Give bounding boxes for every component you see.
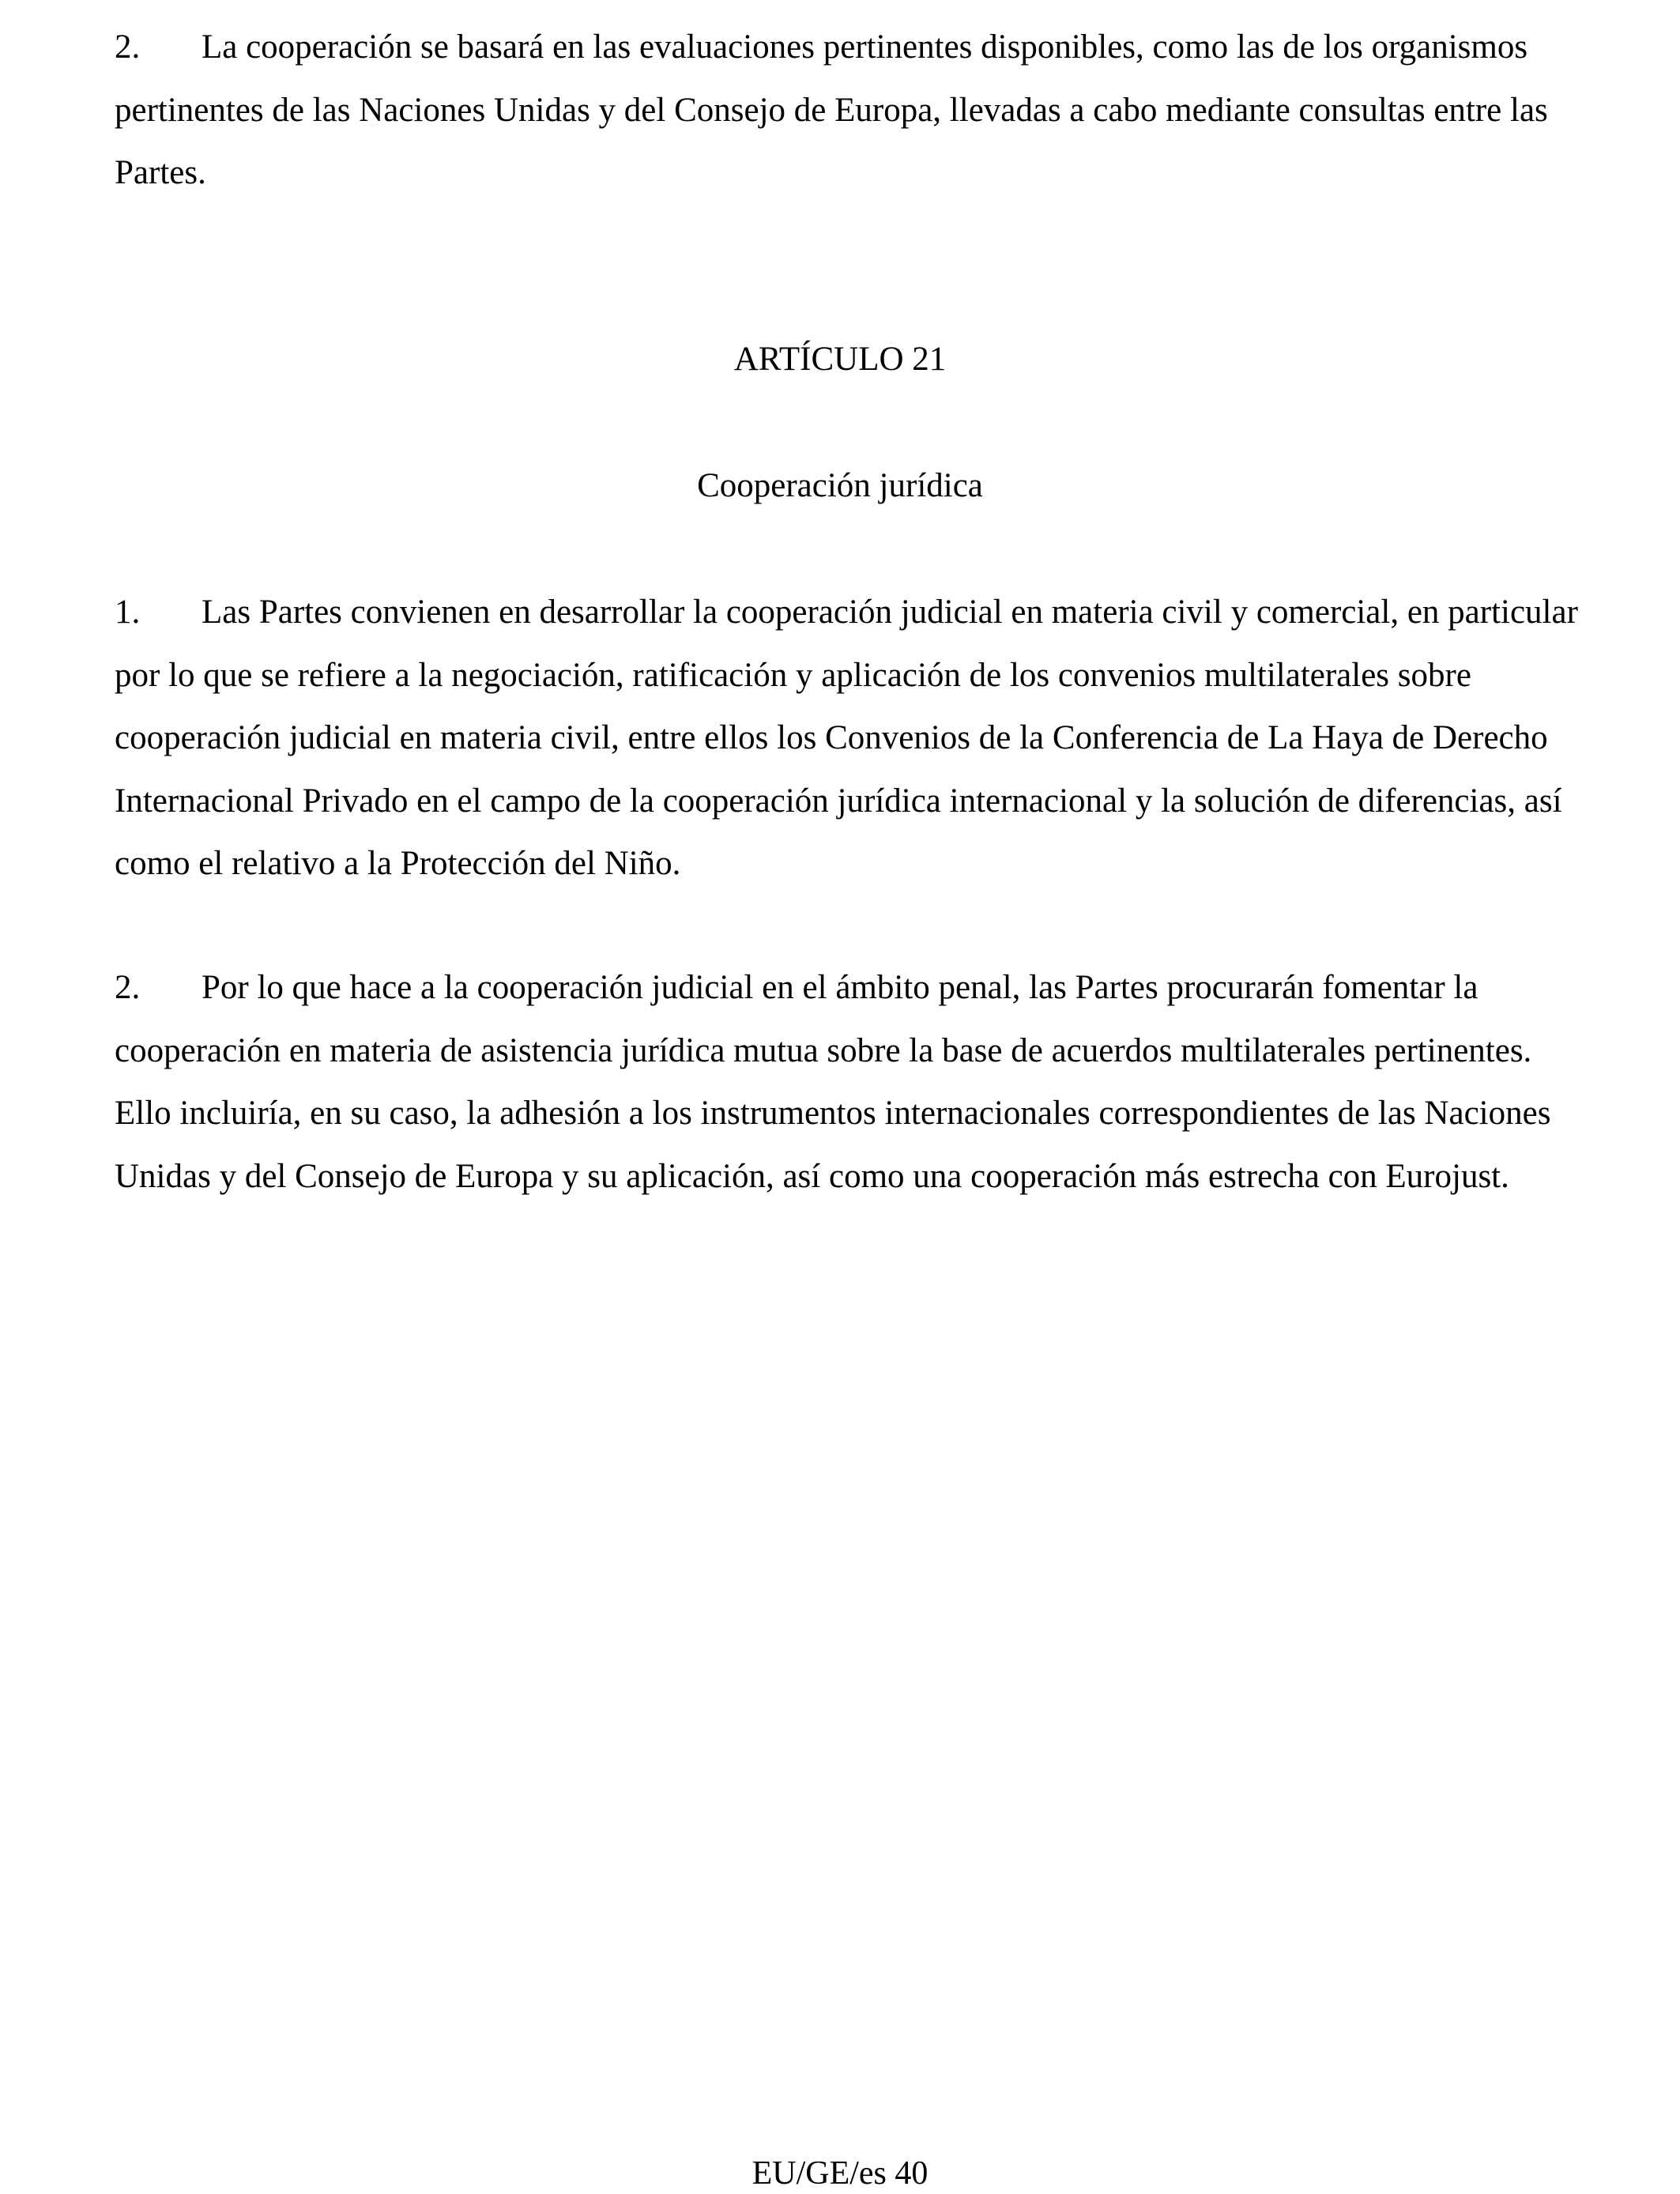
paragraph-2-cooperation-basis [115,16,1584,205]
paragraph-text: Las Partes convienen en desarrollar la cooperación judicial en materia civil y comercial, en particular por lo que se refiere a la negociación, ratificación y aplicación de los convenios multilaterales sobre cooperación judicial en materia civil, entre ellos los Convenios de la Conferencia de La Haya de Derecho Internacional Privado en el campo de la cooperación jurídica internacional y la solución de diferencias, así como el relativo a la Protección del Niño. [115,594,1578,882]
paragraph-text: Por lo que hace a la cooperación judicial en el ámbito penal, las Partes procurarán fomentar la cooperación en materia de asistencia jurídica mutua sobre la base de acuerdos multilaterales pertinentes. Ello incluiría, en su caso, la adhesión a los instrumentos internacionales correspondientes de las Naciones Unidas y del Consejo de Europa y su aplicación, así como una cooperación más estrecha con Eurojust. [115,969,1551,1195]
article-heading: ARTÍCULO 21 [733,341,947,378]
page-footer: EU/GE/es 40 [751,2155,929,2192]
paragraph-number: 2. [115,969,141,1006]
paragraph-1-civil-cooperation [115,581,1584,895]
article-title: Cooperación jurídica [697,467,983,504]
paragraph-number: 1. [115,594,141,631]
paragraph-2-penal-cooperation [115,956,1584,1208]
paragraph-text: La cooperación se basará en las evaluaciones pertinentes disponibles, como las de los organismos pertinentes de las Naciones Unidas y del Consejo de Europa, llevadas a cabo mediante consultas entre las Partes. [115,28,1548,191]
paragraph-number: 2. [115,28,141,66]
